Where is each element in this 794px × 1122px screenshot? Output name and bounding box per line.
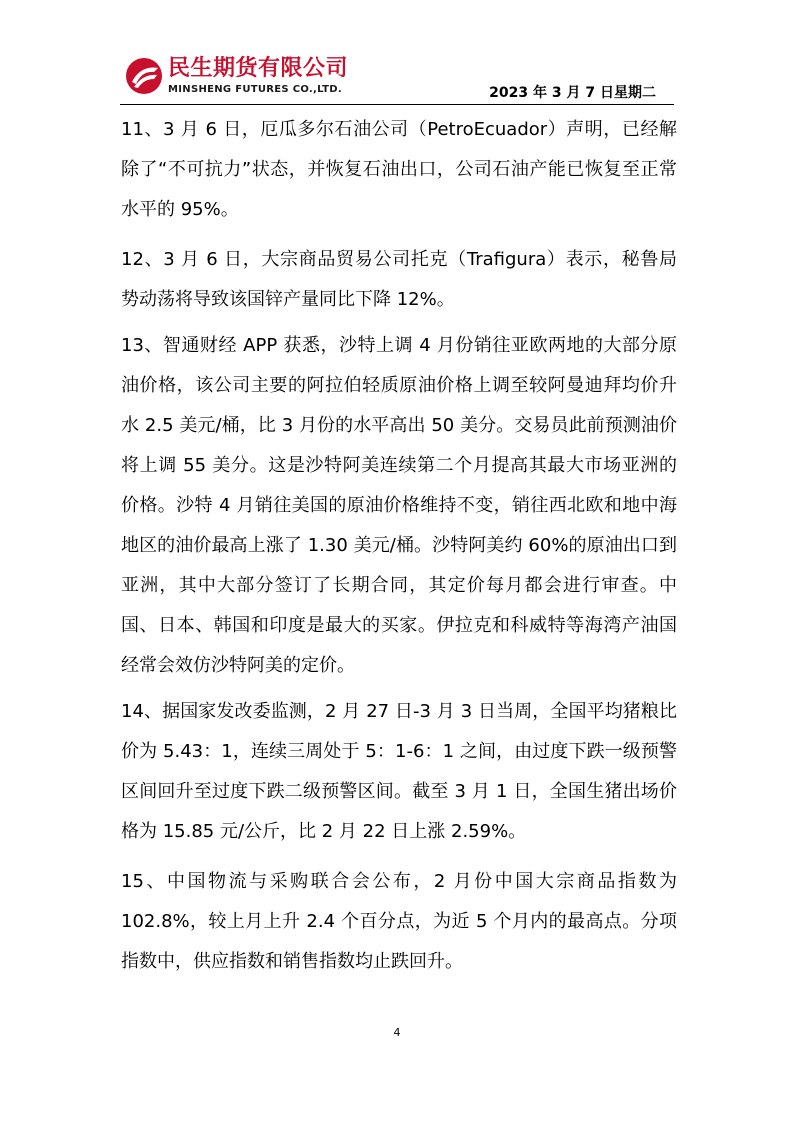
news-item-12: 12、3 月 6 日，大宗商品贸易公司托克（Trafigura）表示，秘鲁局势动荡将导致该国锌产量同比下降 12%。 xyxy=(121,249,677,310)
company-name-cn: 民生期货有限公司 xyxy=(168,56,349,81)
report-date: 2023 年 3 月 7 日星期二 xyxy=(489,85,656,101)
header-divider xyxy=(120,104,674,105)
minsheng-logo-icon xyxy=(124,56,164,96)
news-list xyxy=(121,110,677,982)
news-item-13: 13、智通财经 APP 获悉，沙特上调 4 月份销往亚欧两地的大部分原油价格，该公司主要的阿拉伯轻质原油价格上调至较阿曼迪拜均价升水 2.5 美元/桶，比 3 月份的水平高出 50 美分。交易员此前预测油价将上调 55 美分。这是沙特阿美连续第二个月提高其最大市场亚洲的价格。沙特 4 月销往美国的原油价格维持不变，销往西北欧和地中海地区的油价最高上涨了 1.30 美元/桶。沙特阿美约 60%的原油出口到亚洲，其中大部分签订了长期合同，其定价每月都会进行审查。中国、日本、韩国和印度是最大的买家。伊拉克和科威特等海湾产油国经常会效仿沙特阿美的定价。 xyxy=(121,335,677,676)
news-item-15: 15、中国物流与采购联合会公布，2 月份中国大宗商品指数为 102.8%，较上月上升 2.4 个百分点，为近 5 个月内的最高点。分项指数中，供应指数和销售指数均止跌回升。 xyxy=(121,871,677,972)
page-header xyxy=(0,0,794,110)
news-item-14: 14、据国家发改委监测，2 月 27 日-3 月 3 日当周，全国平均猪粮比价为 5.43：1，连续三周处于 5：1-6：1 之间，由过度下跌一级预警区间回升至过度下跌二级预警区间。截至 3 月 1 日，全国生猪出场价格为 15.85 元/公斤，比 2 月 22 日上涨 2.59%。 xyxy=(121,701,677,842)
news-item-11: 11、3 月 6 日，厄瓜多尔石油公司（PetroEcuador）声明，已经解除了“不可抗力”状态，并恢复石油出口，公司石油产能已恢复至正常水平的 95%。 xyxy=(121,119,677,220)
company-name-en: MINSHENG FUTURES CO.,LTD. xyxy=(168,84,342,95)
page-number: 4 xyxy=(393,1026,401,1039)
company-logo xyxy=(124,56,364,102)
